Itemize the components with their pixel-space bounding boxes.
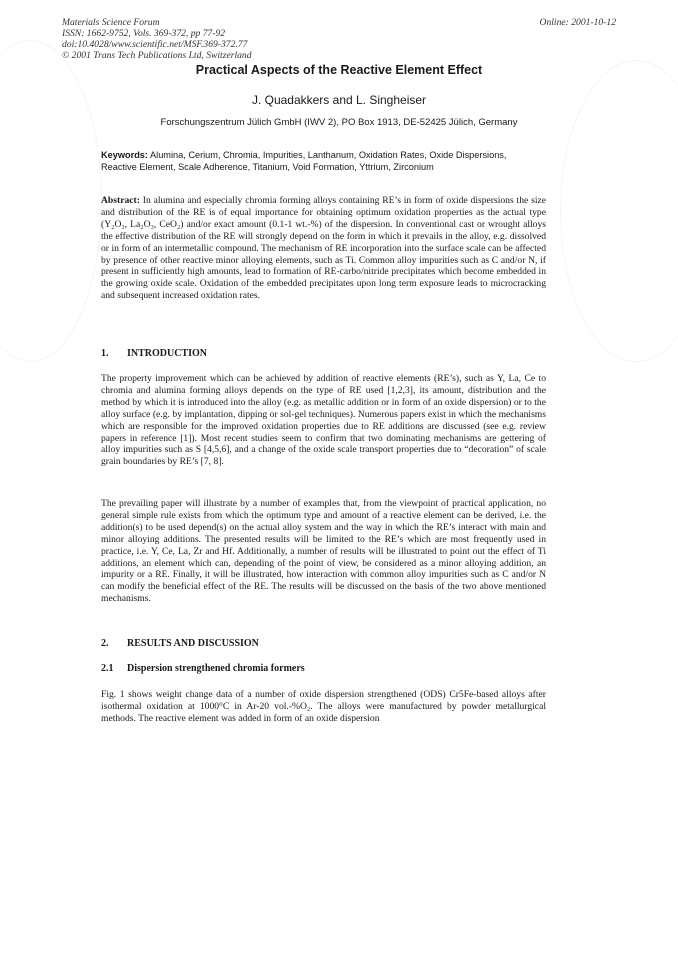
intro-paragraph-2: The prevailing paper will illustrate by a number of examples that, from the viewpoint of practical application, no general simple rule exists from which the optimum type and amount of a reactive element can be derived, i.e. the addition(s) to be used depend(s) on the actual alloy system and the way in which the RE’s interact with main and minor alloying additions. The presented results will be limited to the RE’s which are most frequently used in practice, i.e. Y, Ce, La, Zr and Hf. Additionally, a number of results will be illustrated to point out the effect of Ti additions, an element which can, depending of the point of view, be considered as a minor alloying addition, an impurity or a RE. Finally, it will be illustrated, how interaction with common alloy impurities such as C and/or N can modify the beneficial effect of the RE. The results will be discussed on the basis of the two above mentioned mechanisms.: [101, 498, 546, 605]
copyright-line: © 2001 Trans Tech Publications Ltd, Switzerland: [62, 50, 252, 61]
results-paragraph-1: Fig. 1 shows weight change data of a number of oxide dispersion strengthened (ODS) Cr5Fe-based alloys after isothermal oxidation at 1000°C in Ar-20 vol.-%O₂. The alloys were manufactured by powder metallurgical methods. The reactive element was added in form of an oxide dispersion: [101, 689, 546, 724]
abstract-label: Abstract:: [101, 195, 140, 206]
paper-title: Practical Aspects of the Reactive Element Effect: [195, 63, 483, 77]
issn-line: ISSN: 1662-9752, Vols. 369-372, pp 77-92: [62, 28, 226, 39]
section-title: INTRODUCTION: [127, 348, 208, 359]
doi-line[interactable]: doi:10.4028/www.scientific.net/MSF.369-372.77: [62, 39, 248, 50]
keywords-text: Alumina, Cerium, Chromia, Impurities, Lanthanum, Oxidation Rates, Oxide Dispersions, Reactive Element, Scale Adherence, Titanium, Void Formation, Yttrium, Zirconium: [101, 150, 507, 172]
affiliation: Forschungszentrum Jülich GmbH (IWV 2), PO Box 1913, DE-52425 Jülich, Germany: [160, 117, 518, 128]
abstract: [101, 195, 546, 302]
online-date: Online: 2001-10-12: [539, 17, 616, 28]
keywords-label: Keywords:: [101, 150, 148, 160]
subsection-title: Dispersion strengthened chromia formers: [127, 663, 305, 674]
section-heading-results: [101, 638, 259, 649]
watermark-arc-left: [0, 40, 102, 362]
section-number: 1.: [101, 348, 109, 359]
subsection-heading: [101, 663, 305, 674]
abstract-text: In alumina and especially chromia forming alloys containing RE’s in form of oxide dispersions the size and distribution of the RE is of equal importance for obtaining optimum oxidation properties as the actual type (Y₂O₃, La₂O₃, CeO₂) and/or exact amount (0.1-1 wt.-%) of the dispersion. In conventional cast or wrought alloys the effective distribution of the RE will strongly depend on the form in which it prevails in the alloy, e.g. dissolved or in form of an intermetallic compound. The mechanism of RE incorporation into the surface scale can be affected by presence of other reactive minor alloying elements, such as Ti. Common alloy impurities such as C and/or N, if present in sufficiently high amounts, lead to formation of RE-carbo/nitride precipitates which become embedded in the growing oxide scale. Oxidation of the embedded precipitates upon long term exposure leads to microcracking and subsequent increased oxidation rates.: [101, 195, 546, 302]
section-heading-introduction: [101, 348, 207, 359]
journal-name: Materials Science Forum: [62, 17, 160, 28]
section-number: 2.: [101, 638, 109, 649]
subsection-number: 2.1: [101, 663, 114, 674]
keywords: [101, 150, 541, 173]
authors: J. Quadakkers and L. Singheiser: [251, 93, 427, 107]
section-title: RESULTS AND DISCUSSION: [127, 638, 259, 649]
journal-header: [62, 17, 252, 61]
intro-paragraph-1: The property improvement which can be achieved by addition of reactive elements (RE’s), such as Y, La, Ce to chromia and alumina forming alloys depends on the type of RE used [1,2,3], its amount, distribution and the method by which it is introduced into the alloy (e.g. as metallic addition or in form of an oxide dispersion) or to the alloy surface (e.g. by implantation, dipping or sol-gel techniques). Numerous papers exist in which the mechanisms which are responsible for the improved oxidation properties due to RE additions are discussed (see e.g. review papers in reference [1]). Most recent studies seem to confirm that two dominating mechanisms are gettering of alloy impurities such as S [4,5,6], and a change of the oxide scale transport properties due to “decoration” of scale grain boundaries by RE’s [7, 8].: [101, 373, 546, 468]
